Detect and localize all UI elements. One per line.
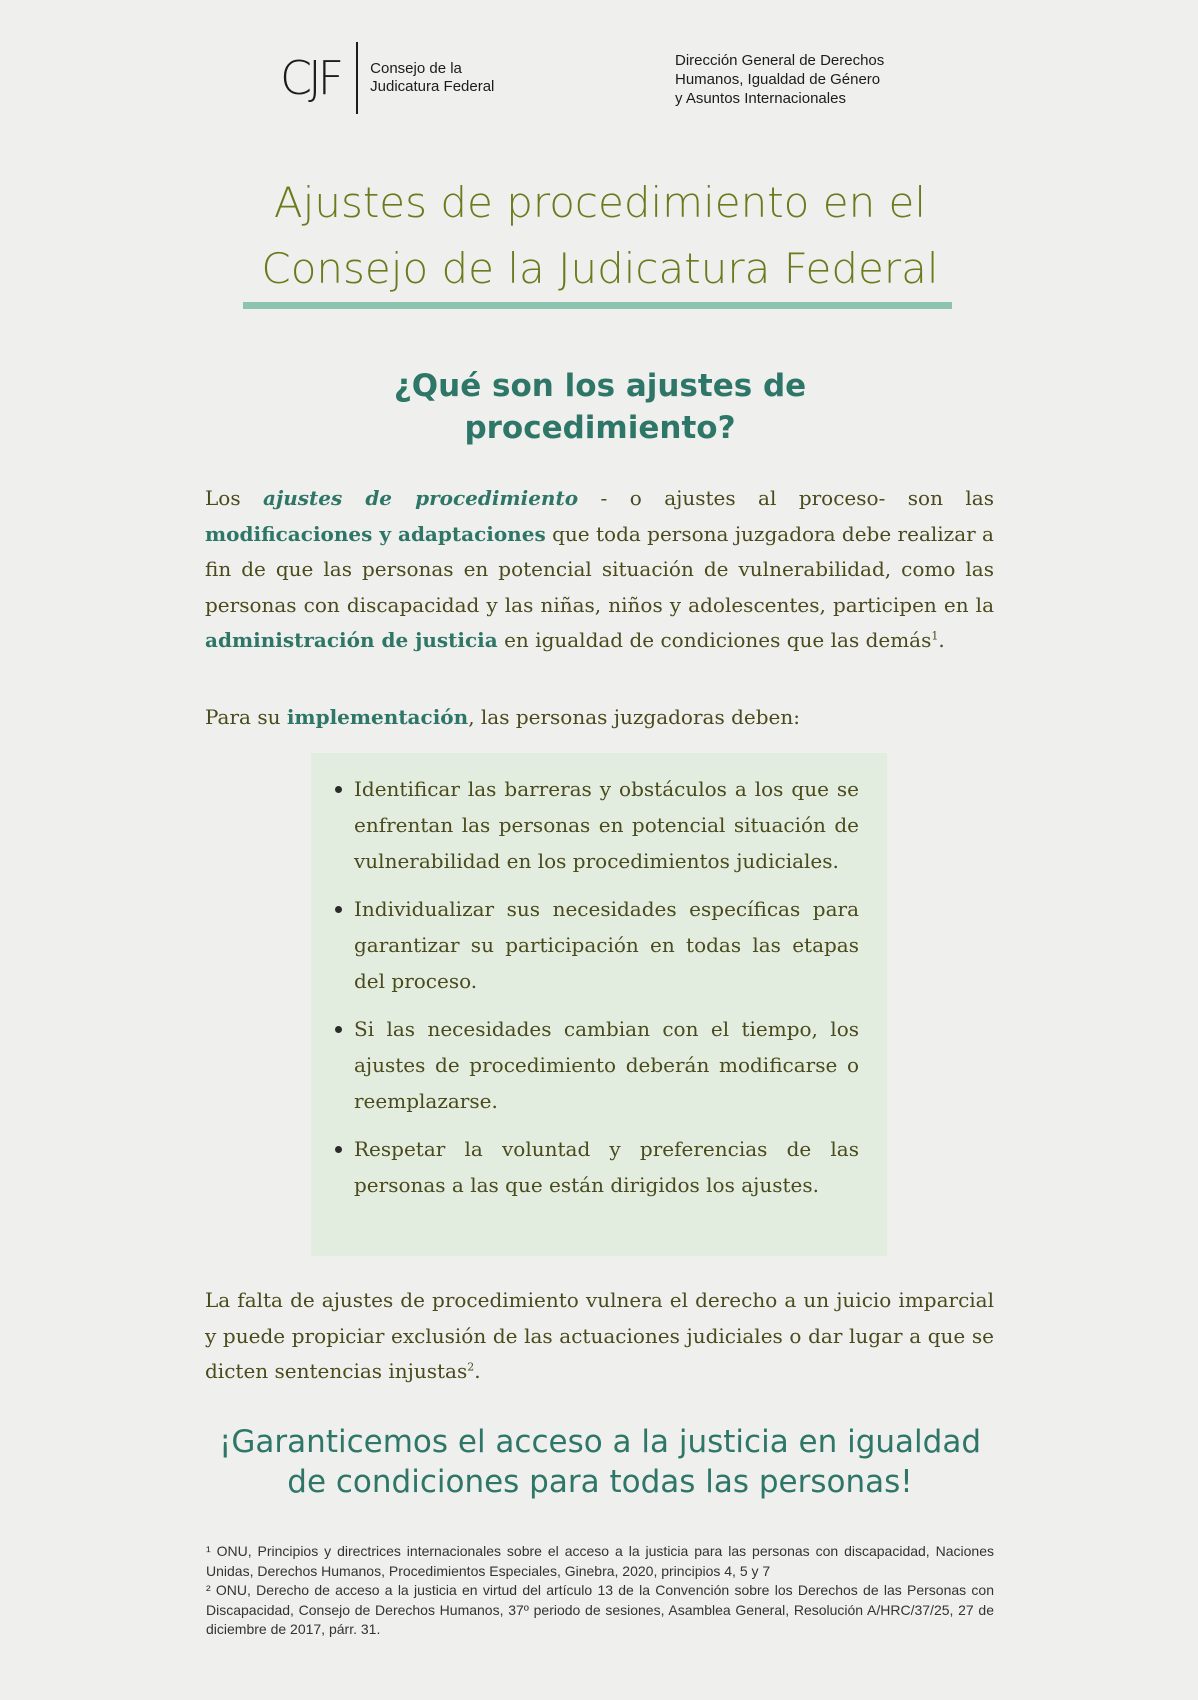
list-item: Si las necesidades cambian con el tiempo, los ajustes de procedimiento deberán modificarse o reemplazarse. [335, 1011, 859, 1119]
heading-line: ¿Qué son los ajustes de [393, 368, 807, 404]
closing-statement [150, 1422, 1050, 1502]
logo-mark: CJF [280, 51, 341, 105]
highlight-term: ajustes de procedimiento [263, 486, 579, 510]
department-name [675, 51, 884, 108]
highlight-term: administración de justicia [205, 628, 498, 652]
intro-paragraph [205, 481, 994, 659]
text-run: . [474, 1359, 481, 1383]
logo-text-line: Judicatura Federal [370, 78, 495, 95]
footnotes [206, 1542, 994, 1640]
text-run: . [938, 628, 945, 652]
footnote: ² ONU, Derecho de acceso a la justicia en virtud del artículo 13 de la Convención sobre los Derechos de las Personas con Discapacidad, Consejo de Derechos Humanos, 37º periodo de sesiones, Asamblea General, Resolución A/HRC/37/25, 27 de diciembre de 2017, párr. 31. [206, 1582, 994, 1637]
footnote: ¹ ONU, Principios y directrices internacionales sobre el acceso a la justicia para las personas con discapacidad, Naciones Unidas, Derechos Humanos, Procedimientos Especiales, Ginebra, 2020, principios 4, 5 y 7 [206, 1543, 994, 1579]
list-item: Respetar la voluntad y preferencias de las personas a las que están dirigidos los ajustes. [335, 1131, 859, 1203]
text-run: - o ajustes al proceso- son las [578, 486, 994, 510]
requirements-box [311, 753, 887, 1256]
list-item: Identificar las barreras y obstáculos a los que se enfrentan las personas en potencial situación de vulnerabilidad en los procedimientos judiciales. [335, 771, 859, 879]
logo-text-line: Consejo de la [370, 60, 462, 77]
consequence-paragraph [205, 1283, 994, 1390]
requirements-list [335, 771, 859, 1215]
logo-text [370, 60, 494, 96]
highlight-term: implementación [286, 705, 469, 729]
text-run: La falta de ajustes de procedimiento vulnera el derecho a un juicio imparcial y puede propiciar exclusión de las actuaciones judiciales o dar lugar a que se dicten sentencias injustas [205, 1288, 994, 1383]
title-underline [243, 302, 952, 309]
closing-line: de condiciones para todas las personas! [287, 1464, 913, 1500]
title-line: Ajustes de procedimiento en el [273, 178, 927, 227]
implementation-paragraph [205, 700, 994, 736]
department-line: Humanos, Igualdad de Género [675, 71, 881, 88]
highlight-term: modificaciones y adaptaciones [205, 521, 546, 546]
department-line: Dirección General de Derechos [675, 52, 885, 69]
text-run: en igualdad de condiciones que las demás [497, 628, 932, 652]
title-line: Consejo de la Judicatura Federal [261, 244, 939, 293]
text-run: que toda persona juzgadora debe realizar a fin de que las personas en potencial situación de vulnerabilidad, como las personas con discapacidad y las niñas, niños y adolescentes, participen en la [205, 521, 994, 617]
footnote-ref: 2 [467, 1360, 475, 1374]
section-heading [300, 365, 900, 449]
text-run: , las personas juzgadoras deben: [468, 705, 800, 729]
logo-divider [356, 42, 358, 114]
list-item: Individualizar sus necesidades específicas para garantizar su participación en todas las etapas del proceso. [335, 891, 859, 999]
heading-line: procedimiento? [464, 410, 736, 446]
department-line: y Asuntos Internacionales [675, 90, 846, 107]
closing-line: ¡Garanticemos el acceso a la justicia en igualdad [218, 1424, 982, 1460]
cjf-logo [280, 42, 494, 114]
page-title [200, 170, 1000, 302]
text-run: Los [205, 486, 264, 510]
footnote-ref: 1 [931, 629, 939, 643]
text-run: Para su [205, 705, 287, 729]
